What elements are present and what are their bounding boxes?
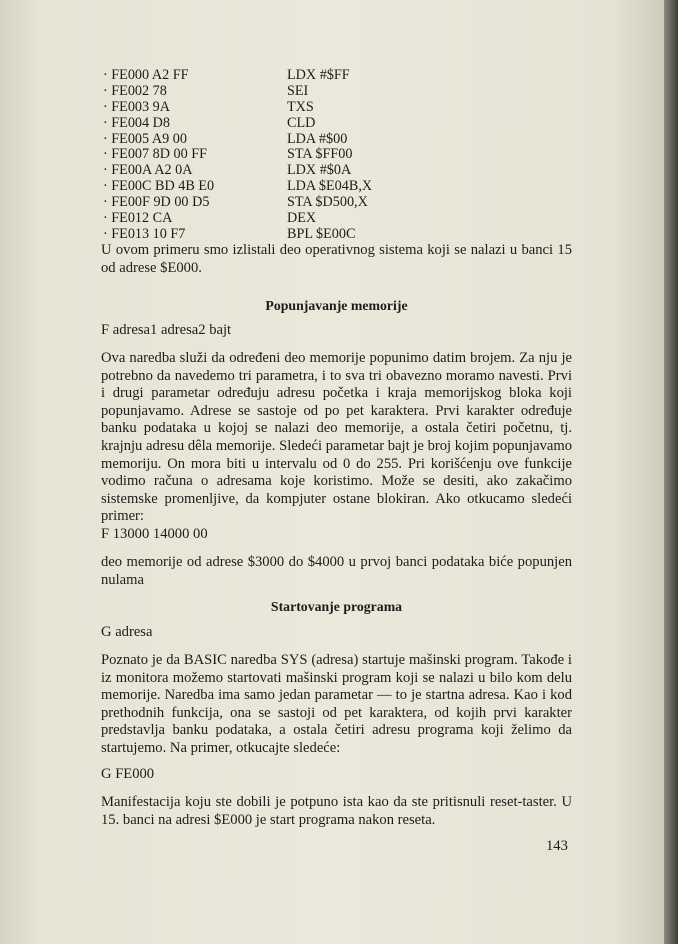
hex-column: · FE007 8D 00 FF (103, 146, 208, 163)
hex-column: · FE013 10 F7 (103, 225, 186, 242)
hex-column: · FE00F 9D 00 D5 (103, 194, 210, 211)
section-heading-start-program: Startovanje programa (270, 599, 403, 614)
asm-column: STA $FF00 (287, 146, 353, 163)
asm-column: TXS (287, 98, 314, 115)
asm-column: LDA $E04B,X (287, 178, 373, 195)
paragraph-go-result: Manifestacija koju ste dobili je potpuno ista kao da ste pritisnuli reset-taster. U 15. banci na adresi $E000 je start programa nakon reseta. (101, 794, 572, 828)
asm-column: BPL $E00C (287, 225, 356, 242)
asm-column: CLD (287, 114, 316, 131)
page-number: 143 (546, 838, 568, 854)
hex-column: · FE00A A2 0A (103, 162, 193, 179)
asm-column: LDX #$0A (287, 162, 352, 179)
asm-column: LDA #$00 (287, 130, 348, 147)
asm-column: LDX #$FF (287, 67, 350, 83)
hex-column: · FE000 A2 FF (103, 67, 189, 83)
hex-column: · FE004 D8 (103, 114, 170, 131)
hex-column: · FE003 9A (103, 98, 170, 115)
asm-column: SEI (287, 82, 309, 99)
page-edge-shadow (664, 0, 678, 944)
paragraph-fill-description: Ova naredba služi da određeni deo memorije popunimo datim brojem. Za nju je potrebno da navedemo tri parametra, i to sva tri obavezno moramo navesti. Prvi i drugi parametar određuju adresu početka i kraja memorijskog bloka koji popunjavamo. Adrese se sastoje od po pet karaktera. Prvi karakter određuje banku podataka u kojoj se nalazi deo memorije, a ostala četiri početnu, tj. krajnju adresu dêla memorije. Sledeći parametar bajt je broj kojim popunjavamo memoriju. On mora biti u intervalu od 0 do 255. Pri korišćenju ove funkcije vodimo računa o adresama koje koristimo. Može se desiti, ako zakačimo sistemske promenljive, da kompjuter ostane blokiran. Ako otkucamo sledeći primer: (101, 350, 572, 525)
paragraph-go-description: Poznato je da BASIC naredba SYS (adresa) startuje mašinski program. Takođe i iz monitora možemo startovati mašinski program koji se nalazi u bilo kom delu memorije. Naredba ima samo jedan parametar — to je startna adresa. Kao i kod prethodnih funkcija, ona se sastoji od pet karaktera, od kojih prvi karakter predstavlja banku podataka, a ostala četiri adresu programa koji želimo da startujemo. Na primer, otkucajte sledeće: (101, 652, 572, 756)
command-syntax-go: G adresa (101, 624, 153, 640)
hex-column: · FE002 78 (103, 82, 167, 99)
paragraph-fill-result: deo memorije od adrese $3000 do $4000 u prvoj banci podataka biće popunjen nulama (101, 554, 572, 588)
paragraph-intro: U ovom primeru smo izlistali deo operativnog sistema koji se nalazi u banci 15 od adrese $E000. (101, 242, 572, 276)
hex-column: · FE012 CA (103, 210, 173, 227)
hex-column: · FE005 A9 00 (103, 130, 187, 147)
command-example-go: G FE000 (101, 766, 155, 782)
section-heading-fill-memory: Popunjavanje memorije (265, 298, 408, 313)
asm-column: DEX (287, 210, 317, 227)
hex-column: · FE00C BD 4B E0 (103, 178, 215, 195)
command-syntax-fill: F adresa1 adresa2 bajt (101, 322, 232, 338)
asm-column: STA $D500,X (287, 194, 368, 211)
command-example-fill: F 13000 14000 00 (101, 526, 208, 542)
